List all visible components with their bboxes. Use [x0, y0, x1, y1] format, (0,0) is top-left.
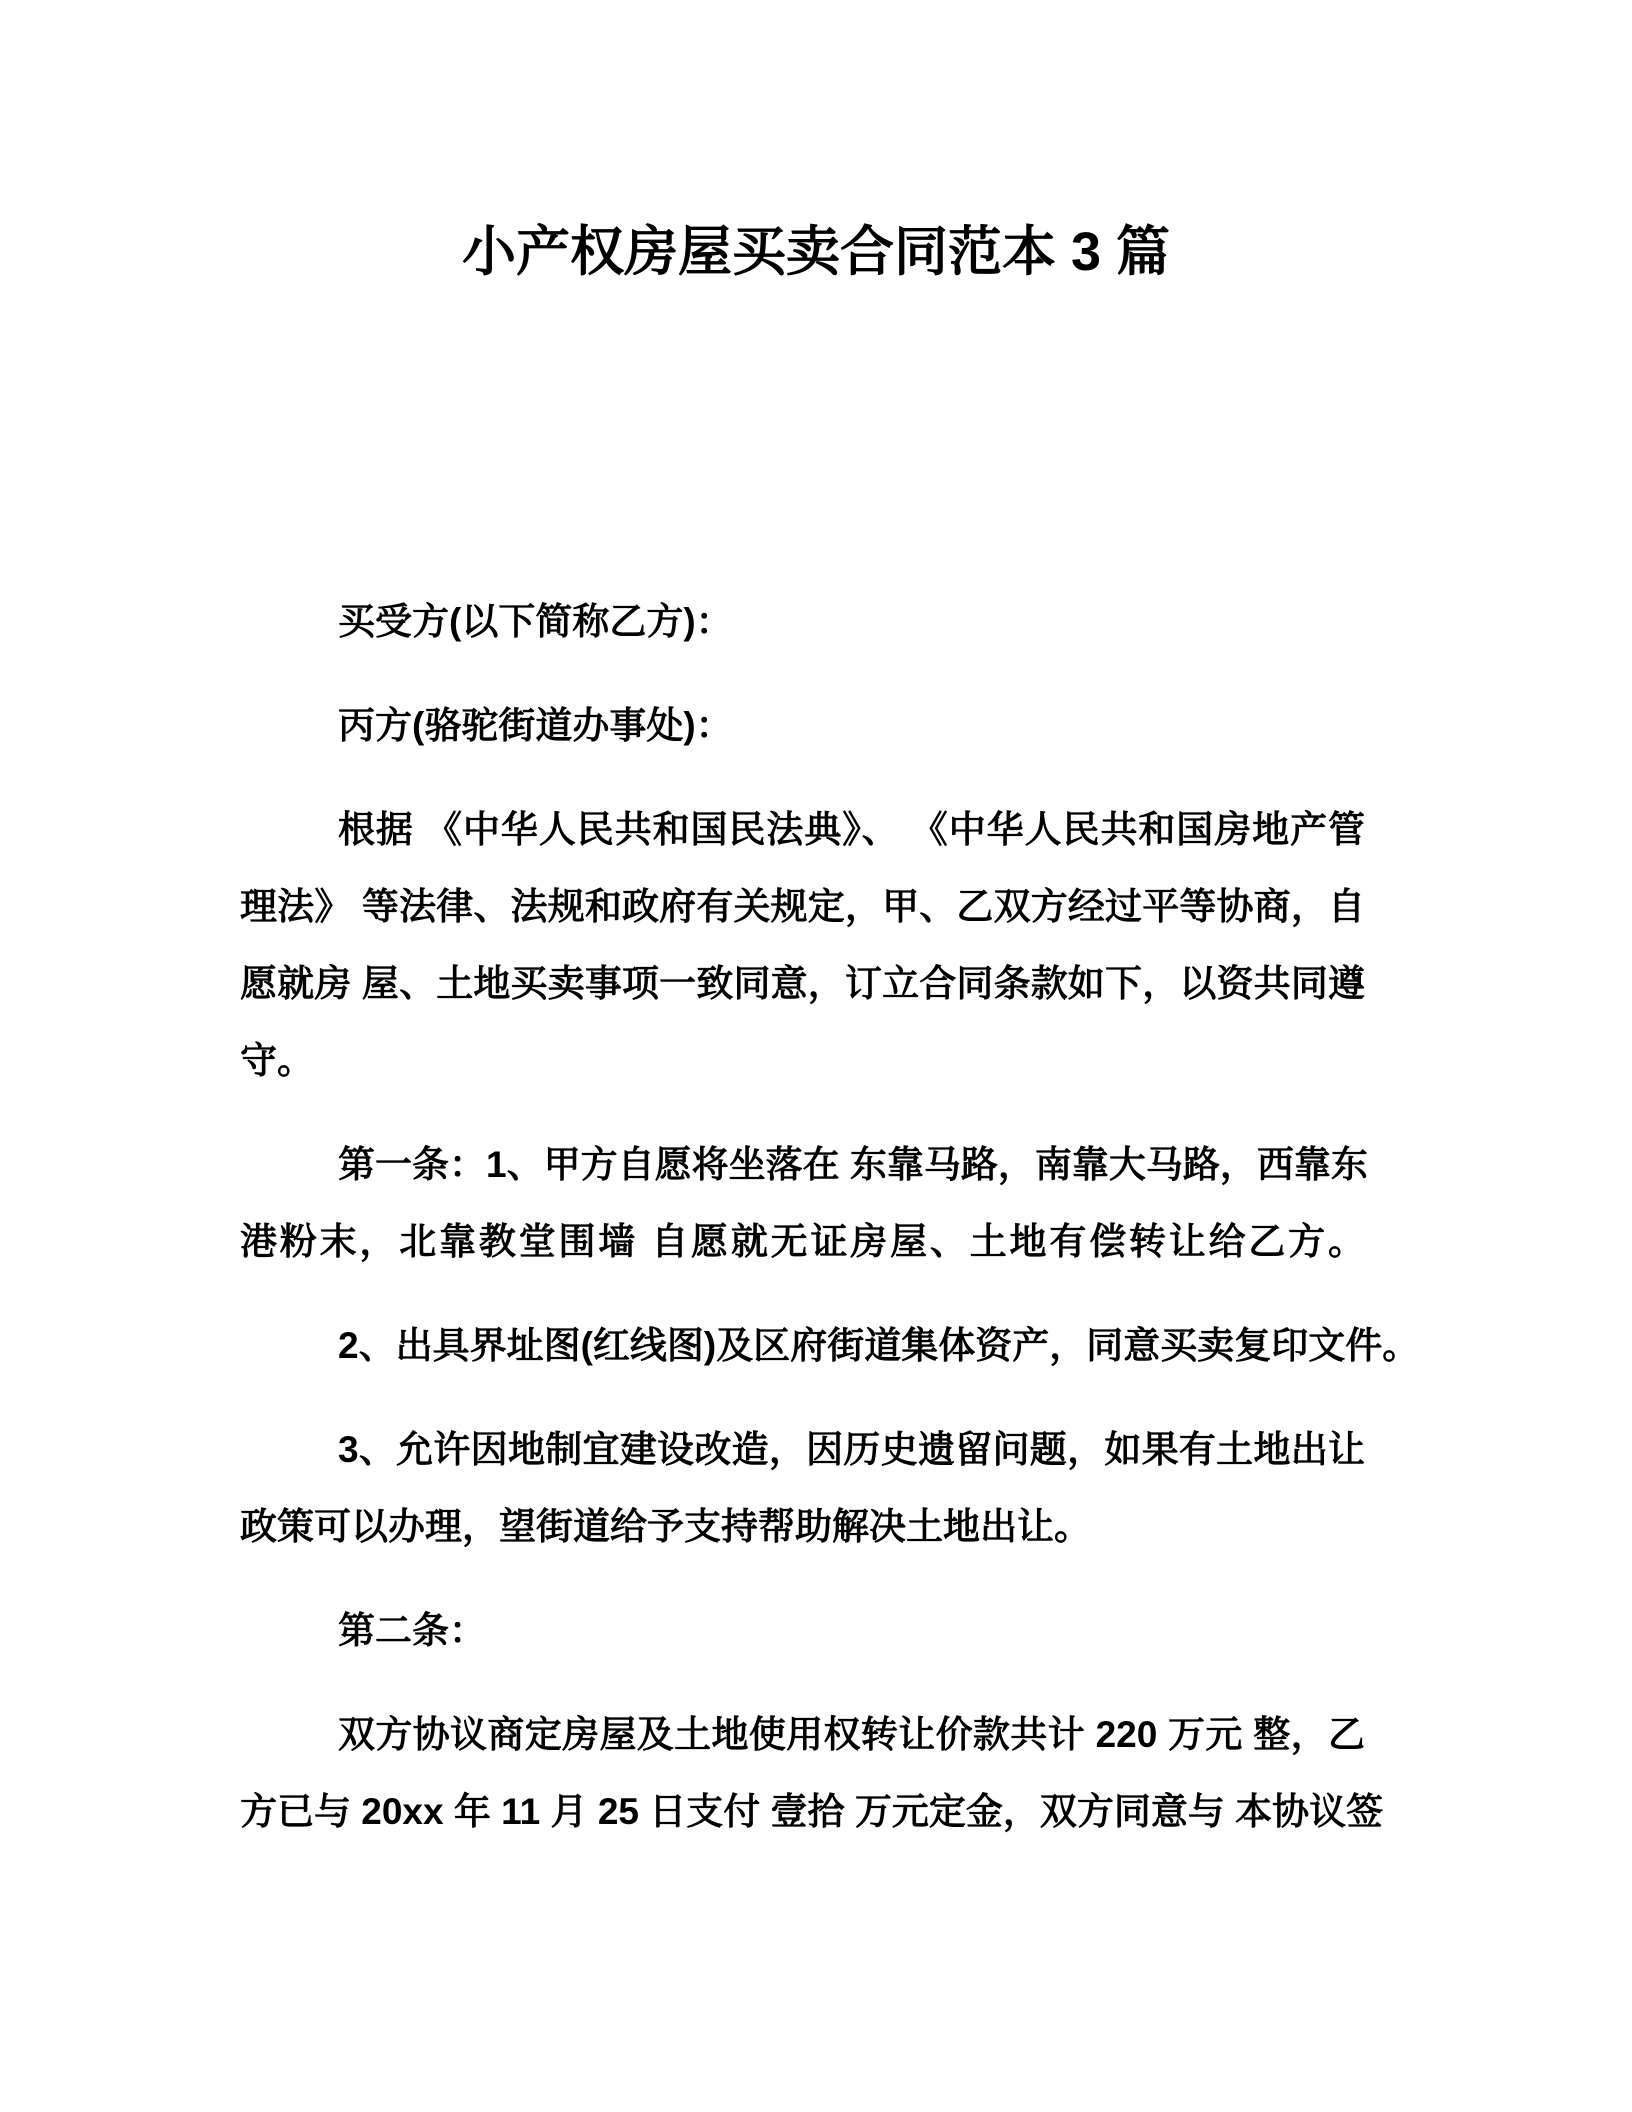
paragraph [240, 1592, 1365, 1669]
text-line: 愿就房 屋、土地买卖事项一致同意，订立合同条款如下，以资共同遵 [240, 963, 1365, 1004]
paragraph [240, 1696, 1384, 1850]
paragraph [240, 1307, 1420, 1384]
document-body [240, 291, 1420, 1850]
paragraph [240, 1126, 1368, 1280]
text-line: 守。 [240, 1040, 314, 1081]
text-line: 第一条：1、甲方自愿将坐落在 东靠马路，南靠大马路，西靠东 [338, 1144, 1368, 1185]
text-line: 理法》 等法律、法规和政府有关规定，甲、乙双方经过平等协商，自 [240, 886, 1365, 927]
text-line: 丙方(骆驼街道办事处)： [338, 705, 733, 746]
paragraph [240, 687, 1365, 764]
paragraph [240, 1411, 1365, 1565]
text-line: 政策可以办理，望街道给予支持帮助解决土地出让。 [240, 1506, 1091, 1547]
text-line: 方已与 20xx 年 11 月 25 日支付 壹拾 万元定金，双方同意与 本协议签 [240, 1791, 1384, 1832]
text-line: 2、出具界址图(红线图)及区府街道集体资产，同意买卖复印文件。 [338, 1325, 1420, 1366]
text-line: 买受方(以下简称乙方)： [338, 601, 733, 642]
text-line: 根据 《中华人民共和国民法典》、 《中华人民共和国房地产管 [338, 809, 1365, 850]
text-line: 3、允许因地制宜建设改造，因历史遗留问题，如果有土地出让 [338, 1429, 1365, 1470]
paragraph [240, 583, 1365, 660]
text-line: 港粉末，北靠教堂围墙 自愿就无证房屋、土地有偿转让给乙方。 [240, 1221, 1365, 1262]
document-title: 小产权房屋买卖合同范本 3 篇 [461, 222, 1171, 282]
text-line: 第二条： [338, 1610, 486, 1651]
paragraph [240, 791, 1365, 1099]
text-line: 双方协议商定房屋及土地使用权转让价款共计 220 万元 整，乙 [338, 1714, 1365, 1755]
